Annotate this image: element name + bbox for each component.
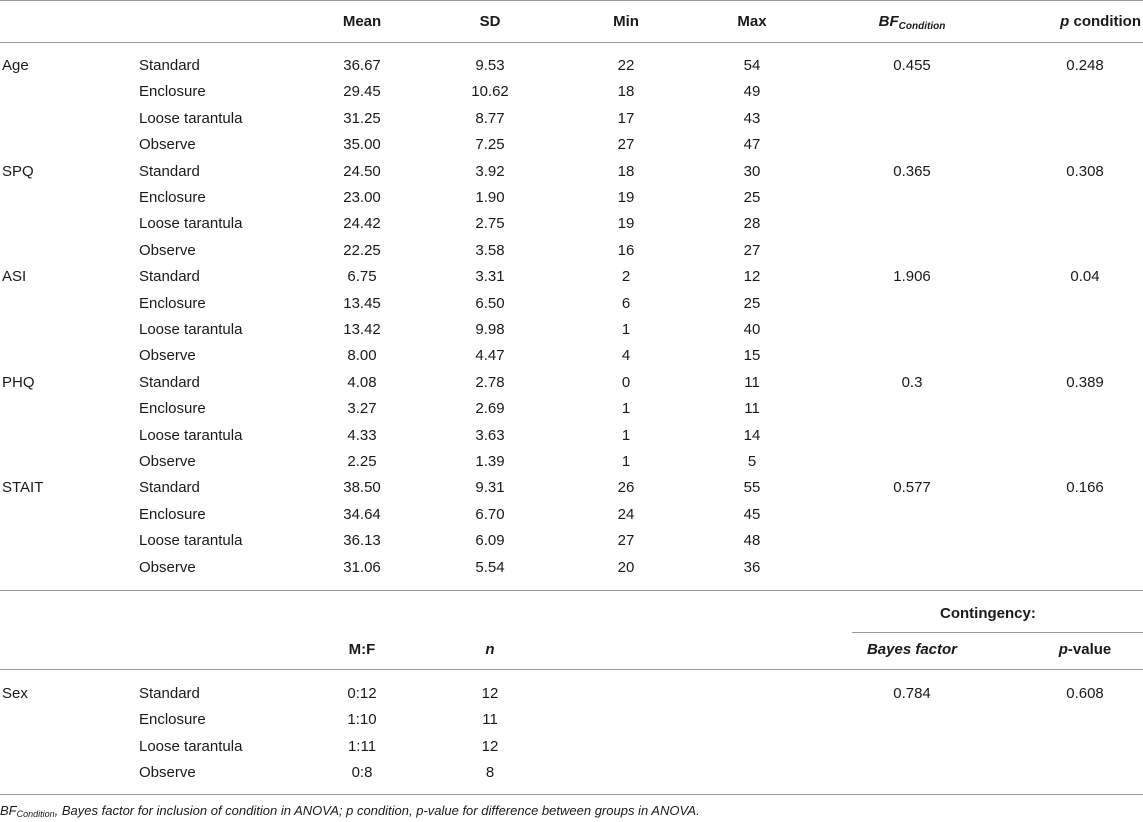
cell-group: Loose tarantula (139, 532, 243, 550)
cell-variable: Sex (2, 685, 28, 702)
cell-mf: 1:10 (347, 711, 377, 729)
cell-sd: 9.31 (475, 479, 505, 497)
header-max: Max (737, 13, 767, 30)
cell-min: 4 (621, 347, 631, 365)
cell-n: 12 (481, 737, 499, 755)
cell-min: 19 (617, 189, 635, 206)
cell-mean: 34.64 (343, 505, 381, 523)
cell-max: 47 (743, 136, 761, 154)
header-sd: SD (479, 13, 501, 30)
cell-mf: 0:8 (351, 764, 373, 782)
section-rule (0, 590, 1143, 591)
header-p-condition (1060, 11, 1141, 33)
cell-min: 18 (617, 162, 635, 180)
cell-mean: 3.27 (347, 400, 377, 418)
cell-min: 19 (617, 215, 635, 233)
footnote-bf-sub: Condition (16, 809, 55, 819)
cell-mean: 36.13 (343, 532, 381, 550)
cell-p: 0.308 (1066, 162, 1104, 180)
cell-sd: 8.77 (475, 109, 505, 127)
cell-mean: 23.00 (343, 189, 381, 206)
header-pvalue-italic: p (1058, 641, 1068, 658)
cell-p: 0.608 (1066, 685, 1104, 702)
cell-max: 36 (743, 558, 761, 576)
cell-mf: 0:12 (347, 685, 377, 702)
cell-sd: 2.69 (475, 400, 505, 418)
cell-sd: 3.92 (475, 162, 505, 180)
cell-group: Observe (139, 764, 196, 782)
cell-min: 27 (617, 136, 635, 154)
cell-mean: 29.45 (343, 83, 381, 101)
bottom-rule (0, 794, 1143, 795)
cell-max: 12 (743, 268, 761, 286)
cell-group: Standard (139, 57, 200, 74)
cell-p: 0.389 (1066, 373, 1104, 391)
cell-max: 55 (743, 479, 761, 497)
cell-min: 20 (617, 558, 635, 576)
cell-n: 12 (481, 685, 499, 702)
cell-mean: 24.50 (343, 162, 381, 180)
cell-mean: 8.00 (347, 347, 377, 365)
cell-max: 48 (743, 532, 761, 550)
cell-bf: 1.906 (893, 268, 931, 286)
cell-max: 5 (747, 453, 757, 470)
cell-mean: 36.67 (343, 57, 381, 74)
header-p-italic: p (1060, 13, 1070, 30)
cell-group: Standard (139, 268, 200, 286)
cell-bayes: 0.784 (893, 685, 931, 702)
cell-sd: 6.70 (475, 505, 505, 523)
cell-variable: PHQ (2, 373, 35, 391)
cell-min: 22 (617, 57, 635, 74)
cell-max: 54 (743, 57, 761, 74)
cell-min: 27 (617, 532, 635, 550)
cell-sd: 1.39 (475, 453, 505, 470)
cell-mf: 1:11 (347, 737, 377, 755)
cell-group: Enclosure (139, 400, 206, 418)
cell-max: 45 (743, 505, 761, 523)
header-bayes-factor: Bayes factor (866, 641, 958, 658)
footnote-text: , Bayes factor for inclusion of condition in ANOVA; p condition, p-value for difference between groups in ANOVA. (54, 803, 700, 818)
cell-mean: 13.45 (343, 294, 381, 312)
header-pvalue (1059, 639, 1112, 661)
cell-p: 0.248 (1066, 57, 1104, 74)
cell-sd: 1.90 (475, 189, 505, 206)
cell-min: 26 (617, 479, 635, 497)
cell-mean: 35.00 (343, 136, 381, 154)
cell-group: Observe (139, 347, 196, 365)
cell-mean: 31.06 (343, 558, 381, 576)
header-mean: Mean (342, 13, 382, 30)
cell-sd: 9.98 (475, 321, 505, 338)
cell-p: 0.04 (1070, 268, 1100, 286)
cell-min: 1 (621, 321, 631, 338)
cell-min: 1 (621, 453, 631, 470)
cell-group: Loose tarantula (139, 215, 243, 233)
cell-group: Standard (139, 373, 200, 391)
cell-sd: 6.50 (475, 294, 505, 312)
header-n: n (485, 641, 495, 658)
cell-min: 0 (621, 373, 631, 391)
table-footnote (0, 803, 700, 818)
cell-mean: 38.50 (343, 479, 381, 497)
cell-group: Loose tarantula (139, 321, 243, 338)
cell-sd: 9.53 (475, 57, 505, 74)
sex-header-rule (0, 669, 1143, 670)
cell-max: 15 (743, 347, 761, 365)
cell-mean: 6.75 (347, 268, 377, 286)
cell-max: 25 (743, 189, 761, 206)
cell-group: Enclosure (139, 505, 206, 523)
cell-mean: 22.25 (343, 241, 381, 259)
cell-group: Enclosure (139, 83, 206, 101)
cell-sd: 3.58 (475, 241, 505, 259)
cell-variable: SPQ (2, 162, 34, 180)
header-bf-condition (879, 11, 946, 33)
cell-group: Loose tarantula (139, 737, 243, 755)
cell-mean: 4.08 (347, 373, 377, 391)
cell-min: 2 (621, 268, 631, 286)
cell-sd: 5.54 (475, 558, 505, 576)
cell-bf: 0.365 (893, 162, 931, 180)
cell-group: Observe (139, 558, 196, 576)
header-contingency: Contingency: (940, 605, 1036, 622)
cell-sd: 4.47 (475, 347, 505, 365)
cell-group: Observe (139, 453, 196, 470)
cell-min: 18 (617, 83, 635, 101)
cell-variable: ASI (2, 268, 27, 286)
header-bf-main: BF (878, 13, 899, 30)
header-mf: M:F (348, 641, 376, 658)
cell-min: 17 (617, 109, 635, 127)
cell-group: Enclosure (139, 711, 206, 729)
cell-group: Loose tarantula (139, 109, 243, 127)
cell-sd: 2.75 (475, 215, 505, 233)
header-rule (0, 42, 1143, 43)
cell-min: 1 (621, 426, 631, 444)
cell-group: Observe (139, 136, 196, 154)
cell-group: Standard (139, 162, 200, 180)
cell-group: Loose tarantula (139, 426, 243, 444)
cell-bf: 0.577 (893, 479, 931, 497)
cell-max: 11 (744, 400, 760, 418)
cell-max: 43 (743, 109, 761, 127)
cell-min: 6 (621, 294, 631, 312)
cell-bf: 0.3 (901, 373, 923, 391)
header-min: Min (613, 13, 639, 30)
cell-mean: 4.33 (347, 426, 377, 444)
cell-max: 11 (744, 373, 760, 391)
cell-mean: 31.25 (343, 109, 381, 127)
header-bf-sub: Condition (898, 21, 946, 32)
cell-min: 16 (617, 241, 635, 259)
cell-sd: 7.25 (475, 136, 505, 154)
footnote-bf-main: BF (0, 803, 17, 818)
cell-variable: Age (2, 57, 29, 74)
cell-max: 27 (743, 241, 761, 259)
cell-min: 1 (621, 400, 631, 418)
top-rule (0, 0, 1143, 1)
cell-group: Standard (139, 479, 200, 497)
cell-max: 25 (743, 294, 761, 312)
cell-group: Enclosure (139, 189, 206, 206)
cell-max: 49 (743, 83, 761, 101)
contingency-rule (852, 632, 1143, 633)
cell-sd: 10.62 (471, 83, 509, 101)
cell-sd: 3.63 (475, 426, 505, 444)
cell-sd: 6.09 (475, 532, 505, 550)
cell-group: Enclosure (139, 294, 206, 312)
cell-max: 40 (743, 321, 761, 338)
cell-bf: 0.455 (893, 57, 931, 74)
header-p-rest: condition (1069, 13, 1141, 30)
cell-mean: 2.25 (347, 453, 377, 470)
cell-group: Observe (139, 241, 196, 259)
cell-group: Standard (139, 685, 200, 702)
cell-max: 28 (743, 215, 761, 233)
cell-mean: 13.42 (343, 321, 381, 338)
cell-min: 24 (617, 505, 635, 523)
header-pvalue-rest: -value (1067, 641, 1112, 658)
cell-variable: STAIT (2, 479, 44, 497)
cell-n: 11 (482, 711, 498, 729)
cell-max: 30 (743, 162, 761, 180)
cell-p: 0.166 (1066, 479, 1104, 497)
cell-n: 8 (485, 764, 495, 782)
cell-max: 14 (743, 426, 761, 444)
cell-sd: 2.78 (475, 373, 505, 391)
cell-sd: 3.31 (475, 268, 505, 286)
cell-mean: 24.42 (343, 215, 381, 233)
